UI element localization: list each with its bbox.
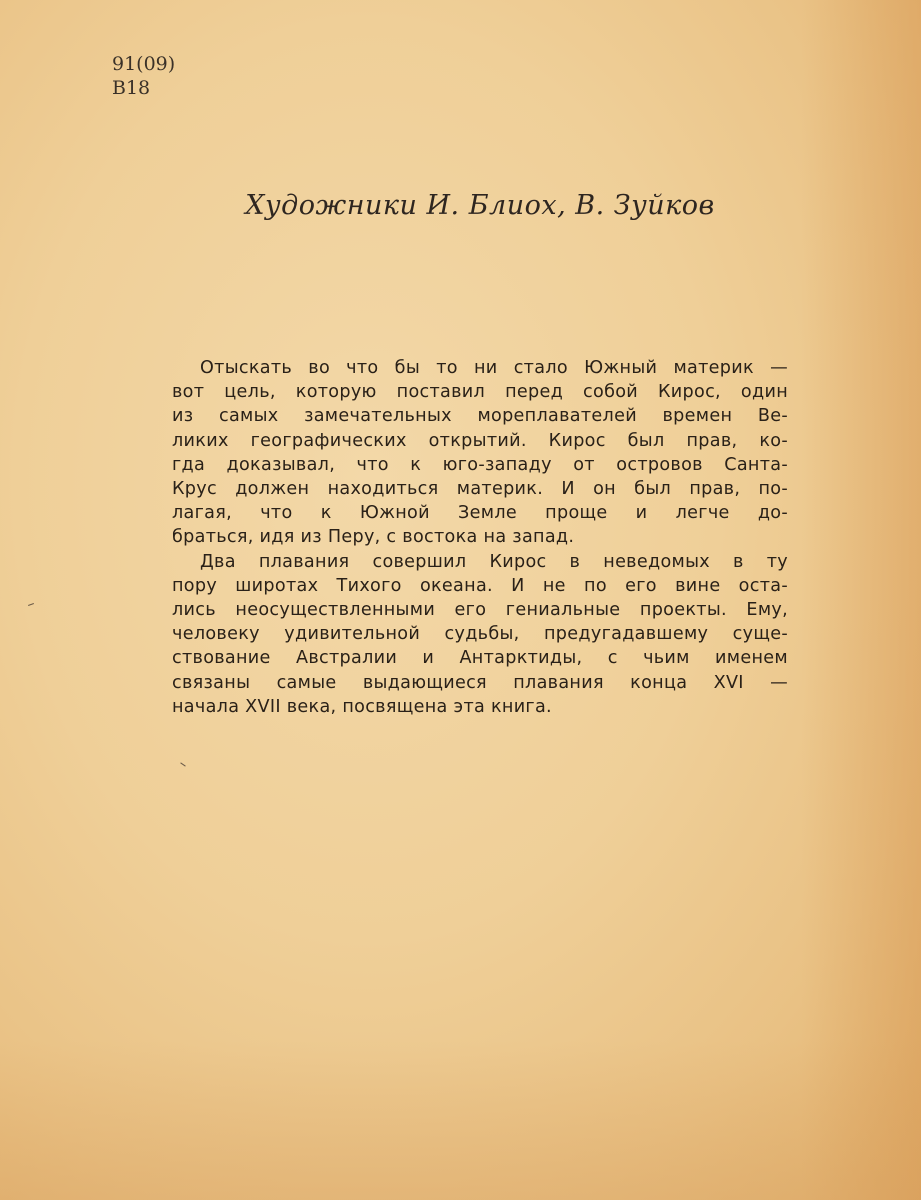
text-line: Два плавания совершил Кирос в неведомых в ту — [200, 551, 788, 572]
text-line: ликих географических открытий. Кирос был прав, ко- — [172, 430, 788, 451]
paper-speck — [28, 603, 34, 606]
annotation-text — [172, 356, 788, 719]
page-bottom-shadow — [0, 1040, 921, 1200]
classification-code — [112, 52, 175, 100]
text-line: лагая, что к Южной Земле проще и легче до- — [172, 503, 788, 524]
text-line: человеку удивительной судьбы, предугадавшему суще- — [172, 624, 788, 645]
paper-speck — [180, 762, 185, 766]
text-line: пору широтах Тихого океана. И не по его вине оста- — [172, 575, 788, 596]
text-line: Крус должен находиться материк. И он был прав, по- — [172, 479, 788, 500]
text-line: вот цель, которую поставил перед собой Кирос, один — [172, 382, 788, 403]
text-line: начала XVII века, посвящена эта книга. — [172, 696, 552, 717]
text-line: ствование Австралии и Антарктиды, с чьим именем — [172, 648, 788, 669]
page-edge-shadow — [801, 0, 921, 1200]
udc-index: 91(09) — [112, 53, 176, 75]
artists-credit: Художники И. Блиох, В. Зуйков — [245, 190, 715, 221]
text-line: браться, идя из Перу, с востока на запад. — [172, 527, 575, 548]
annotation-paragraph-2 — [172, 550, 788, 719]
text-line: Отыскать во что бы то ни стало Южный материк — — [200, 358, 788, 378]
text-line: лись неосуществленными его гениальные проекты. Ему, — [172, 600, 788, 621]
text-line: связаны самые выдающиеся плавания конца XVI — — [172, 672, 788, 693]
author-mark: В18 — [112, 77, 151, 99]
annotation-paragraph-1 — [172, 356, 788, 550]
text-line: гда доказывал, что к юго-западу от островов Санта- — [172, 454, 788, 475]
text-line: из самых замечательных мореплавателей времен Ве- — [172, 406, 788, 427]
